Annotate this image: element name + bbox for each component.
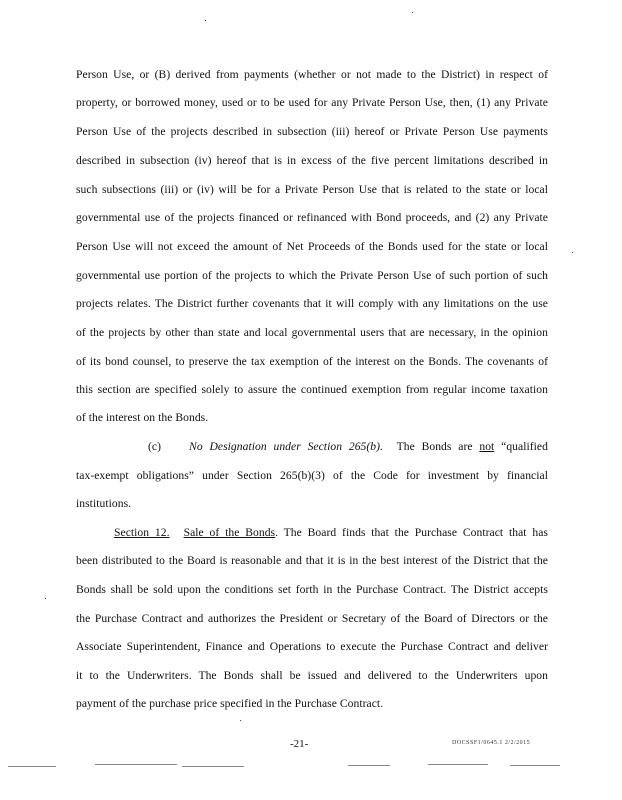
subsection-c-underlined: not [479,440,495,453]
section-12-line: it to the Underwriters. The Bonds shall be issued and delivered to the Underwriters upon [76,669,548,682]
section-12-line: the Purchase Contract and authorizes the President or Secretary of the Board of Directors or the [76,612,548,625]
body-line: this section are specified solely to assure the continued exemption from regular income taxation [76,383,548,396]
section-12-line: Bonds shall be sold upon the conditions set forth in the Purchase Contract. The District accepts [76,583,548,596]
subsection-c-line-1 [148,440,548,454]
scan-artifact [95,764,177,765]
scan-artifact [510,765,560,766]
scan-speck [45,598,46,599]
body-line: Person Use will not exceed the amount of Net Proceeds of the Bonds used for the state or local [76,240,548,253]
scan-artifact [182,766,244,767]
scan-speck [412,12,413,13]
section-12-line: Associate Superintendent, Finance and Operations to execute the Purchase Contract and deliver [76,640,548,653]
section-12-first-line-text: . The Board finds that the Purchase Contract that has [275,526,548,539]
scan-speck [572,252,573,253]
body-line: governmental use of the projects financed or refinanced with Bond proceeds, and (2) any Private [76,211,548,224]
scan-speck [240,720,241,721]
subsection-c-line-3: institutions. [76,497,132,510]
scan-artifact [8,766,56,767]
document-code: DOCSSF1/0645.1 2/2/2015 [452,740,531,746]
body-line: of its bond counsel, to preserve the tax exemption of the interest on the Bonds. The covenants of [76,355,548,368]
scan-artifact [428,764,488,765]
scan-artifact [348,765,390,766]
subsection-c-heading: No Designation under Section 265(b). [189,440,384,453]
subsection-c-text: The Bonds are [396,440,480,453]
page-number: -21- [290,738,309,750]
subsection-c-marker: (c) [148,440,162,453]
body-line: described in subsection (iv) hereof that is in excess of the five percent limitations described in [76,154,548,167]
body-line: of the interest on the Bonds. [76,411,209,424]
body-line: such subsections (iii) or (iv) will be for a Private Person Use that is related to the state or local [76,183,548,196]
section-number: Section 12. [114,526,170,539]
body-line: Person Use of the projects described in subsection (iii) hereof or Private Person Use payments [76,125,548,138]
section-12-heading-line [114,526,548,540]
body-line: governmental use portion of the projects to which the Private Person Use of such portion of such [76,269,548,282]
section-title: Sale of the Bonds [183,526,276,539]
body-line: of the projects by other than state and local governmental users that are necessary, in the opinion [76,326,548,339]
body-line: property, or borrowed money, used or to be used for any Private Person Use, then, (1) any Private [76,96,548,109]
body-line: projects relates. The District further covenants that it will comply with any limitations on the use [76,297,548,310]
scan-speck [205,20,206,21]
subsection-c-text-after: “qualified [494,440,548,453]
section-12-line: been distributed to the Board is reasonable and that it is in the best interest of the District that the [76,554,548,567]
section-12-line: payment of the purchase price specified in the Purchase Contract. [76,697,384,710]
body-line: Person Use, or (B) derived from payments (whether or not made to the District) in respect of [76,68,548,81]
subsection-c-line-2: tax-exempt obligations” under Section 265(b)(3) of the Code for investment by financial [76,469,548,482]
